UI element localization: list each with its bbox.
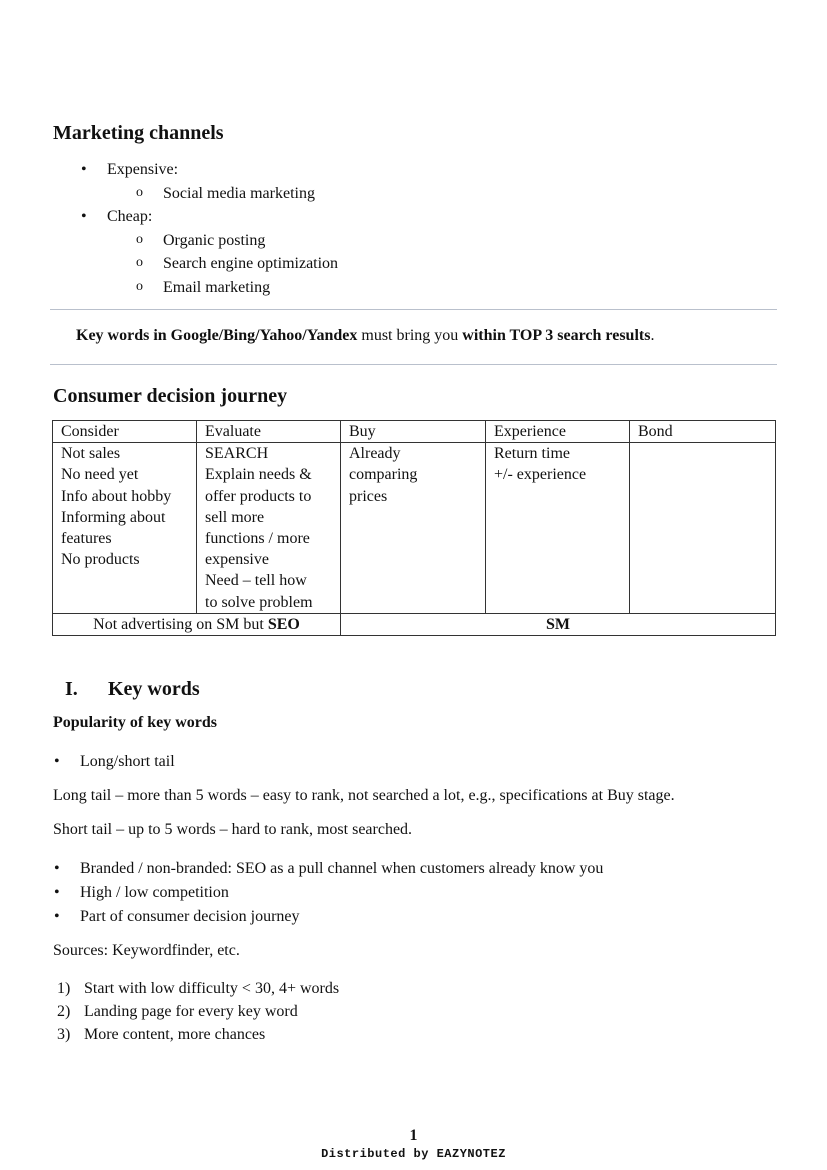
table-header-row xyxy=(53,421,776,443)
section-number: I. xyxy=(65,678,78,700)
cell-line: features xyxy=(61,530,112,548)
cell-line: prices xyxy=(349,487,388,505)
step-text: Start with low difficulty < 30, 4+ words xyxy=(84,980,340,997)
callout-bold-1: Key words in Google/Bing/Yahoo/Yandex xyxy=(76,327,358,344)
list-item-step-3 xyxy=(0,1023,339,1046)
cell-line: Not sales xyxy=(61,445,121,463)
list-item-step-1 xyxy=(0,977,339,1000)
long-tail-paragraph: Long tail – more than 5 words – easy to rank, not searched a lot, e.g., specifications at Buy stage. xyxy=(53,787,675,804)
cell-line: to solve problem xyxy=(205,593,313,611)
marketing-channels-list xyxy=(0,158,338,299)
header-experience: Experience xyxy=(486,421,630,443)
step-number: 1) xyxy=(57,980,71,997)
cell-line: sell more xyxy=(205,508,265,526)
divider-bottom xyxy=(50,364,777,365)
callout-end: . xyxy=(650,327,655,344)
list-item-long-short-tail: • Long/short tail xyxy=(0,750,175,774)
list-item-email: o Email marketing xyxy=(0,276,338,300)
marketing-channels-heading: Marketing channels xyxy=(53,122,224,144)
header-bond: Bond xyxy=(630,421,776,443)
steps-list xyxy=(0,977,339,1046)
popularity-subheading: Popularity of key words xyxy=(53,714,217,731)
divider-top xyxy=(50,309,777,310)
cell-evaluate xyxy=(197,443,341,614)
header-evaluate: Evaluate xyxy=(197,421,341,443)
footer-cell-sm xyxy=(341,613,776,635)
list-item-step-2 xyxy=(0,1000,339,1023)
tail-bullet-list xyxy=(0,750,175,774)
cell-line: comparing xyxy=(349,466,418,484)
distribution-footer: Distributed by EAZYNOTEZ xyxy=(321,1147,506,1161)
cell-line: functions / more xyxy=(205,530,310,548)
list-item-cheap: • Cheap: xyxy=(0,205,338,229)
cell-line: SEARCH xyxy=(205,445,269,463)
cell-line: Info about hobby xyxy=(61,487,172,505)
cell-line: Already xyxy=(349,445,401,463)
cell-buy xyxy=(341,443,486,614)
key-words-heading: Key words xyxy=(108,678,200,700)
cell-line: offer products to xyxy=(205,487,312,505)
cell-line: Need – tell how xyxy=(205,572,307,590)
list-item-seo: o Search engine optimization xyxy=(0,252,338,276)
cell-bond xyxy=(630,443,776,614)
callout-text: must bring you xyxy=(357,327,463,344)
cell-line: No need yet xyxy=(61,466,139,484)
key-words-callout xyxy=(76,327,654,345)
footer-cell-seo xyxy=(53,613,341,635)
list-item-branded: • Branded / non-branded: SEO as a pull channel when customers already know you xyxy=(0,857,603,881)
step-number: 3) xyxy=(57,1026,71,1043)
consumer-decision-heading: Consumer decision journey xyxy=(53,385,288,407)
step-text: Landing page for every key word xyxy=(84,1003,298,1020)
cell-consider xyxy=(53,443,197,614)
list-item-journey: • Part of consumer decision journey xyxy=(0,905,603,929)
cell-line: Informing about xyxy=(61,508,166,526)
cell-line: Explain needs & xyxy=(205,466,312,484)
cell-line: Return time xyxy=(494,445,570,463)
page-number: 1 xyxy=(409,1127,418,1144)
step-text: More content, more chances xyxy=(84,1026,266,1043)
table-footer-row xyxy=(53,613,776,635)
cell-line: +/- experience xyxy=(494,466,587,484)
list-item-social-media: o Social media marketing xyxy=(0,182,338,206)
step-number: 2) xyxy=(57,1003,71,1020)
consumer-decision-table xyxy=(52,420,776,636)
cell-line: No products xyxy=(61,551,140,569)
header-consider: Consider xyxy=(53,421,197,443)
list-item-organic: o Organic posting xyxy=(0,229,338,253)
table-row xyxy=(53,443,776,614)
cell-experience xyxy=(486,443,630,614)
header-buy: Buy xyxy=(341,421,486,443)
list-item-expensive: • Expensive: xyxy=(0,158,338,182)
footer-sm-bold: SM xyxy=(546,615,570,633)
footer-seo-bold: SEO xyxy=(267,615,300,633)
sources-paragraph: Sources: Keywordfinder, etc. xyxy=(53,942,240,959)
keyword-attributes-list xyxy=(0,857,603,929)
list-item-competition: • High / low competition xyxy=(0,881,603,905)
cell-line: expensive xyxy=(205,551,269,569)
footer-seo-text: Not advertising on SM but xyxy=(93,615,268,633)
callout-bold-2: within TOP 3 search results xyxy=(462,327,651,344)
short-tail-paragraph: Short tail – up to 5 words – hard to rank, most searched. xyxy=(53,821,413,838)
